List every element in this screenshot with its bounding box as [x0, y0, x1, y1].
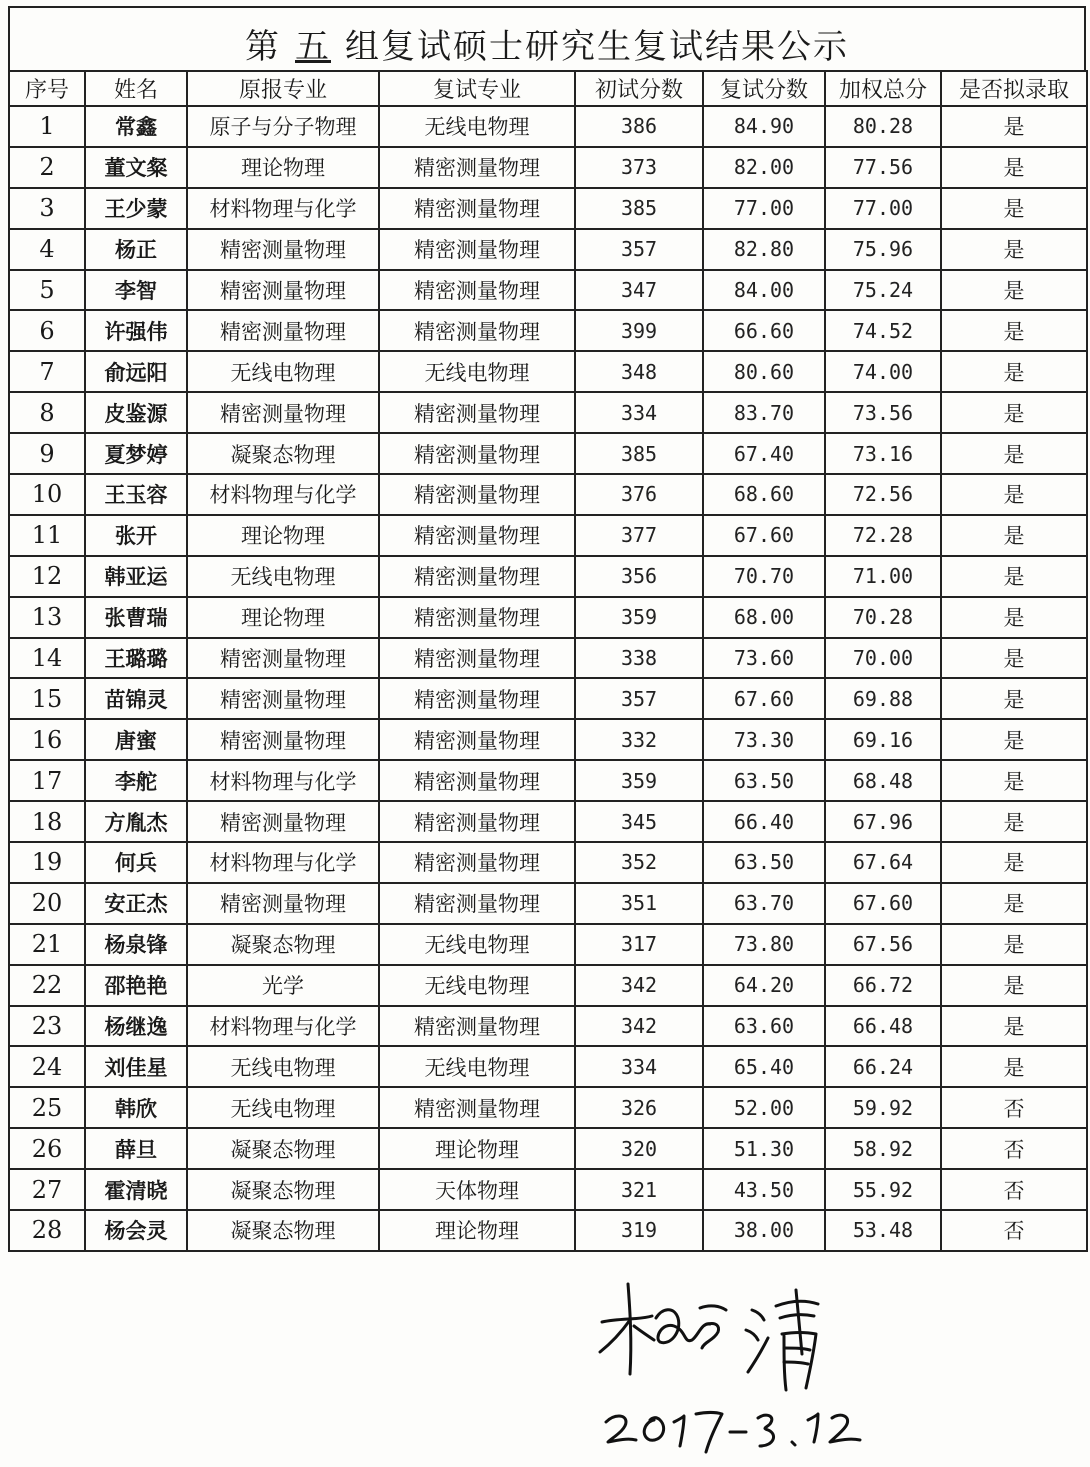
original-major: 无线电物理 [187, 556, 379, 597]
admission-status: 否 [941, 1210, 1087, 1251]
admission-status: 是 [941, 515, 1087, 556]
initial-score: 317 [575, 924, 703, 965]
retest-major: 精密测量物理 [379, 229, 575, 270]
student-name: 何兵 [85, 842, 187, 883]
student-name: 安正杰 [85, 883, 187, 924]
student-name: 刘佳星 [85, 1046, 187, 1087]
retest-major: 无线电物理 [379, 965, 575, 1006]
retest-score: 67.40 [703, 433, 825, 474]
header-retest-score: 复试分数 [703, 71, 825, 106]
student-name: 许强伟 [85, 310, 187, 351]
admission-status: 否 [941, 1128, 1087, 1169]
initial-score: 342 [575, 965, 703, 1006]
original-major: 精密测量物理 [187, 719, 379, 760]
page-title [8, 6, 1086, 70]
table-row [9, 1006, 1087, 1047]
header-retest-major: 复试专业 [379, 71, 575, 106]
retest-major: 精密测量物理 [379, 188, 575, 229]
student-name: 皮鉴源 [85, 392, 187, 433]
admission-status: 是 [941, 147, 1087, 188]
row-number: 5 [9, 270, 85, 311]
weighted-total: 53.48 [825, 1210, 941, 1251]
student-name: 王璐璐 [85, 638, 187, 679]
initial-score: 345 [575, 801, 703, 842]
weighted-total: 69.88 [825, 678, 941, 719]
weighted-total: 73.16 [825, 433, 941, 474]
student-name: 杨泉锋 [85, 924, 187, 965]
retest-major: 无线电物理 [379, 106, 575, 147]
row-number: 14 [9, 638, 85, 679]
retest-score: 64.20 [703, 965, 825, 1006]
initial-score: 334 [575, 1046, 703, 1087]
row-number: 18 [9, 801, 85, 842]
retest-major: 无线电物理 [379, 351, 575, 392]
original-major: 原子与分子物理 [187, 106, 379, 147]
original-major: 无线电物理 [187, 1087, 379, 1128]
weighted-total: 70.28 [825, 597, 941, 638]
table-row [9, 147, 1087, 188]
retest-score: 83.70 [703, 392, 825, 433]
retest-major: 精密测量物理 [379, 147, 575, 188]
original-major: 材料物理与化学 [187, 474, 379, 515]
initial-score: 356 [575, 556, 703, 597]
retest-major: 理论物理 [379, 1210, 575, 1251]
weighted-total: 80.28 [825, 106, 941, 147]
table-row [9, 597, 1087, 638]
student-name: 俞远阳 [85, 351, 187, 392]
initial-score: 320 [575, 1128, 703, 1169]
original-major: 材料物理与化学 [187, 760, 379, 801]
retest-major: 精密测量物理 [379, 719, 575, 760]
original-major: 精密测量物理 [187, 638, 379, 679]
table-row [9, 1046, 1087, 1087]
row-number: 11 [9, 515, 85, 556]
weighted-total: 74.52 [825, 310, 941, 351]
title-group-number: 五 [295, 27, 331, 67]
weighted-total: 77.56 [825, 147, 941, 188]
admission-status: 是 [941, 310, 1087, 351]
weighted-total: 58.92 [825, 1128, 941, 1169]
initial-score: 357 [575, 229, 703, 270]
row-number: 24 [9, 1046, 85, 1087]
admission-status: 是 [941, 392, 1087, 433]
student-name: 王少蒙 [85, 188, 187, 229]
weighted-total: 67.64 [825, 842, 941, 883]
student-name: 韩欣 [85, 1087, 187, 1128]
table-row [9, 1169, 1087, 1210]
weighted-total: 72.56 [825, 474, 941, 515]
retest-score: 68.60 [703, 474, 825, 515]
admission-status: 是 [941, 188, 1087, 229]
student-name: 夏梦婷 [85, 433, 187, 474]
student-name: 韩亚运 [85, 556, 187, 597]
original-major: 凝聚态物理 [187, 1169, 379, 1210]
admission-status: 是 [941, 883, 1087, 924]
student-name: 杨会灵 [85, 1210, 187, 1251]
header-admit: 是否拟录取 [941, 71, 1087, 106]
retest-score: 65.40 [703, 1046, 825, 1087]
retest-score: 70.70 [703, 556, 825, 597]
retest-major: 无线电物理 [379, 1046, 575, 1087]
admission-status: 是 [941, 678, 1087, 719]
original-major: 精密测量物理 [187, 229, 379, 270]
weighted-total: 73.56 [825, 392, 941, 433]
header-original-major: 原报专业 [187, 71, 379, 106]
results-table [8, 70, 1088, 1252]
retest-score: 43.50 [703, 1169, 825, 1210]
retest-major: 精密测量物理 [379, 842, 575, 883]
student-name: 王玉容 [85, 474, 187, 515]
student-name: 杨正 [85, 229, 187, 270]
admission-status: 是 [941, 801, 1087, 842]
table-row [9, 842, 1087, 883]
weighted-total: 75.96 [825, 229, 941, 270]
weighted-total: 66.24 [825, 1046, 941, 1087]
retest-major: 精密测量物理 [379, 556, 575, 597]
admission-status: 是 [941, 965, 1087, 1006]
table-row [9, 678, 1087, 719]
weighted-total: 72.28 [825, 515, 941, 556]
table-row [9, 351, 1087, 392]
retest-major: 精密测量物理 [379, 1087, 575, 1128]
table-row [9, 270, 1087, 311]
weighted-total: 75.24 [825, 270, 941, 311]
retest-score: 52.00 [703, 1087, 825, 1128]
row-number: 21 [9, 924, 85, 965]
row-number: 2 [9, 147, 85, 188]
table-row [9, 883, 1087, 924]
retest-score: 63.50 [703, 760, 825, 801]
original-major: 无线电物理 [187, 351, 379, 392]
retest-major: 精密测量物理 [379, 760, 575, 801]
initial-score: 351 [575, 883, 703, 924]
retest-score: 63.70 [703, 883, 825, 924]
table-row [9, 310, 1087, 351]
original-major: 精密测量物理 [187, 270, 379, 311]
original-major: 凝聚态物理 [187, 1210, 379, 1251]
initial-score: 342 [575, 1006, 703, 1047]
initial-score: 385 [575, 433, 703, 474]
original-major: 凝聚态物理 [187, 924, 379, 965]
retest-major: 精密测量物理 [379, 515, 575, 556]
student-name: 方胤杰 [85, 801, 187, 842]
row-number: 19 [9, 842, 85, 883]
table-row [9, 433, 1087, 474]
admission-status: 是 [941, 474, 1087, 515]
retest-major: 精密测量物理 [379, 474, 575, 515]
weighted-total: 67.56 [825, 924, 941, 965]
row-number: 13 [9, 597, 85, 638]
admission-status: 是 [941, 924, 1087, 965]
signature-drawing [570, 1270, 900, 1460]
retest-score: 73.30 [703, 719, 825, 760]
student-name: 苗锦灵 [85, 678, 187, 719]
retest-score: 63.50 [703, 842, 825, 883]
original-major: 材料物理与化学 [187, 842, 379, 883]
weighted-total: 59.92 [825, 1087, 941, 1128]
admission-status: 是 [941, 351, 1087, 392]
initial-score: 326 [575, 1087, 703, 1128]
retest-score: 51.30 [703, 1128, 825, 1169]
retest-major: 精密测量物理 [379, 678, 575, 719]
table-row [9, 556, 1087, 597]
table-row [9, 719, 1087, 760]
row-number: 23 [9, 1006, 85, 1047]
initial-score: 321 [575, 1169, 703, 1210]
row-number: 26 [9, 1128, 85, 1169]
original-major: 理论物理 [187, 597, 379, 638]
retest-major: 精密测量物理 [379, 638, 575, 679]
student-name: 霍清晓 [85, 1169, 187, 1210]
student-name: 薛旦 [85, 1128, 187, 1169]
admission-status: 否 [941, 1087, 1087, 1128]
row-number: 1 [9, 106, 85, 147]
weighted-total: 66.72 [825, 965, 941, 1006]
student-name: 李舵 [85, 760, 187, 801]
student-name: 常鑫 [85, 106, 187, 147]
weighted-total: 70.00 [825, 638, 941, 679]
table-row [9, 106, 1087, 147]
student-name: 杨继逸 [85, 1006, 187, 1047]
retest-major: 精密测量物理 [379, 801, 575, 842]
weighted-total: 74.00 [825, 351, 941, 392]
student-name: 邵艳艳 [85, 965, 187, 1006]
table-row [9, 229, 1087, 270]
row-number: 17 [9, 760, 85, 801]
original-major: 精密测量物理 [187, 392, 379, 433]
admission-status: 是 [941, 597, 1087, 638]
table-row [9, 1128, 1087, 1169]
student-name: 唐蜜 [85, 719, 187, 760]
handwritten-signature [570, 1270, 900, 1460]
table-row [9, 1087, 1087, 1128]
row-number: 12 [9, 556, 85, 597]
weighted-total: 77.00 [825, 188, 941, 229]
title-prefix: 第 [245, 27, 281, 67]
initial-score: 376 [575, 474, 703, 515]
retest-score: 67.60 [703, 678, 825, 719]
original-major: 精密测量物理 [187, 801, 379, 842]
weighted-total: 71.00 [825, 556, 941, 597]
initial-score: 347 [575, 270, 703, 311]
initial-score: 334 [575, 392, 703, 433]
initial-score: 386 [575, 106, 703, 147]
retest-score: 80.60 [703, 351, 825, 392]
original-major: 光学 [187, 965, 379, 1006]
row-number: 6 [9, 310, 85, 351]
admission-status: 是 [941, 106, 1087, 147]
table-row [9, 515, 1087, 556]
retest-major: 精密测量物理 [379, 1006, 575, 1047]
table-body [9, 106, 1087, 1251]
weighted-total: 67.60 [825, 883, 941, 924]
admission-status: 是 [941, 270, 1087, 311]
row-number: 28 [9, 1210, 85, 1251]
row-number: 3 [9, 188, 85, 229]
original-major: 精密测量物理 [187, 678, 379, 719]
admission-status: 是 [941, 1046, 1087, 1087]
admission-status: 是 [941, 556, 1087, 597]
original-major: 凝聚态物理 [187, 1128, 379, 1169]
table-header-row [9, 71, 1087, 106]
original-major: 精密测量物理 [187, 883, 379, 924]
retest-major: 无线电物理 [379, 924, 575, 965]
table-row [9, 638, 1087, 679]
retest-major: 精密测量物理 [379, 270, 575, 311]
original-major: 材料物理与化学 [187, 188, 379, 229]
original-major: 无线电物理 [187, 1046, 379, 1087]
retest-major: 精密测量物理 [379, 392, 575, 433]
original-major: 理论物理 [187, 515, 379, 556]
retest-score: 66.60 [703, 310, 825, 351]
admission-status: 是 [941, 433, 1087, 474]
retest-score: 67.60 [703, 515, 825, 556]
retest-major: 精密测量物理 [379, 310, 575, 351]
header-no: 序号 [9, 71, 85, 106]
student-name: 李智 [85, 270, 187, 311]
initial-score: 399 [575, 310, 703, 351]
table-row [9, 188, 1087, 229]
retest-score: 38.00 [703, 1210, 825, 1251]
student-name: 张曹瑞 [85, 597, 187, 638]
table-row [9, 965, 1087, 1006]
initial-score: 357 [575, 678, 703, 719]
weighted-total: 69.16 [825, 719, 941, 760]
initial-score: 319 [575, 1210, 703, 1251]
retest-score: 63.60 [703, 1006, 825, 1047]
row-number: 8 [9, 392, 85, 433]
retest-score: 73.80 [703, 924, 825, 965]
table-row [9, 474, 1087, 515]
retest-score: 84.90 [703, 106, 825, 147]
title-suffix: 组复试硕士研究生复试结果公示 [345, 27, 849, 67]
retest-score: 82.80 [703, 229, 825, 270]
retest-major: 精密测量物理 [379, 883, 575, 924]
initial-score: 373 [575, 147, 703, 188]
admission-status: 是 [941, 719, 1087, 760]
table-row [9, 801, 1087, 842]
initial-score: 332 [575, 719, 703, 760]
table-row [9, 924, 1087, 965]
retest-major: 精密测量物理 [379, 597, 575, 638]
retest-score: 84.00 [703, 270, 825, 311]
initial-score: 338 [575, 638, 703, 679]
row-number: 9 [9, 433, 85, 474]
admission-status: 是 [941, 229, 1087, 270]
retest-major: 天体物理 [379, 1169, 575, 1210]
header-initial-score: 初试分数 [575, 71, 703, 106]
results-sheet [8, 6, 1086, 1252]
initial-score: 385 [575, 188, 703, 229]
initial-score: 377 [575, 515, 703, 556]
student-name: 张开 [85, 515, 187, 556]
admission-status: 否 [941, 1169, 1087, 1210]
original-major: 材料物理与化学 [187, 1006, 379, 1047]
initial-score: 359 [575, 760, 703, 801]
table-row [9, 760, 1087, 801]
weighted-total: 66.48 [825, 1006, 941, 1047]
retest-score: 68.00 [703, 597, 825, 638]
retest-score: 82.00 [703, 147, 825, 188]
retest-score: 77.00 [703, 188, 825, 229]
original-major: 理论物理 [187, 147, 379, 188]
initial-score: 359 [575, 597, 703, 638]
row-number: 15 [9, 678, 85, 719]
row-number: 20 [9, 883, 85, 924]
original-major: 凝聚态物理 [187, 433, 379, 474]
retest-major: 理论物理 [379, 1128, 575, 1169]
row-number: 4 [9, 229, 85, 270]
weighted-total: 68.48 [825, 760, 941, 801]
table-row [9, 1210, 1087, 1251]
row-number: 25 [9, 1087, 85, 1128]
admission-status: 是 [941, 638, 1087, 679]
admission-status: 是 [941, 1006, 1087, 1047]
row-number: 7 [9, 351, 85, 392]
student-name: 董文粲 [85, 147, 187, 188]
retest-score: 66.40 [703, 801, 825, 842]
row-number: 22 [9, 965, 85, 1006]
initial-score: 348 [575, 351, 703, 392]
initial-score: 352 [575, 842, 703, 883]
row-number: 10 [9, 474, 85, 515]
original-major: 精密测量物理 [187, 310, 379, 351]
row-number: 27 [9, 1169, 85, 1210]
header-weighted-total: 加权总分 [825, 71, 941, 106]
table-row [9, 392, 1087, 433]
retest-score: 73.60 [703, 638, 825, 679]
admission-status: 是 [941, 760, 1087, 801]
weighted-total: 67.96 [825, 801, 941, 842]
admission-status: 是 [941, 842, 1087, 883]
weighted-total: 55.92 [825, 1169, 941, 1210]
row-number: 16 [9, 719, 85, 760]
header-name: 姓名 [85, 71, 187, 106]
retest-major: 精密测量物理 [379, 433, 575, 474]
